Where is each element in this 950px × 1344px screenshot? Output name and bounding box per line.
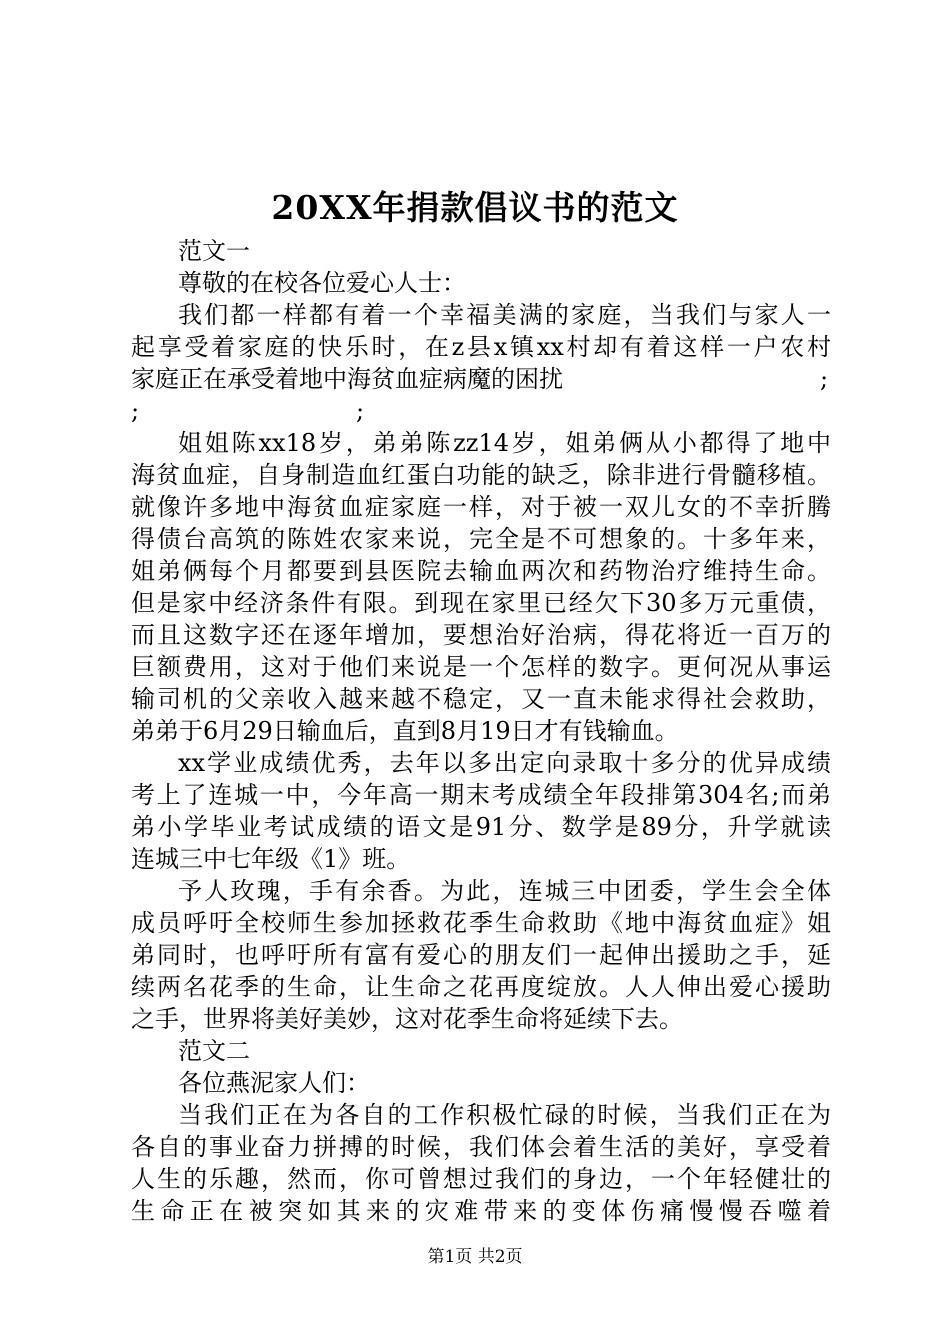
paragraph-line: xx学业成绩优秀，去年以多出定向录取十多分的优异成绩 bbox=[178, 749, 831, 777]
paragraph-line: 起享受着家庭的快乐时，在z县x镇xx村却有着这样一户农村 bbox=[131, 333, 831, 361]
semicolon: ; bbox=[131, 397, 140, 425]
page-footer: 第1页 共2页 bbox=[427, 1247, 523, 1267]
paragraph-line: 生命正在被突如其来的灾难带来的变体伤痛慢慢吞噬着 bbox=[131, 1197, 831, 1225]
semicolon: ; bbox=[820, 365, 829, 393]
paragraph-line: 家庭正在承受着地中海贫血症病魔的困扰 bbox=[131, 365, 563, 393]
paragraph-line: 就像许多地中海贫血症家庭一样，对于被一双儿女的不幸折腾 bbox=[131, 493, 831, 521]
paragraph-line: 当我们正在为各自的工作积极忙碌的时候，当我们正在为 bbox=[178, 1101, 831, 1129]
paragraph-line: 考上了连城一中，今年高一期末考成绩全年段排第304名;而弟 bbox=[131, 781, 831, 809]
semicolon: ; bbox=[356, 397, 365, 425]
section-heading-2: 范文二 bbox=[178, 1037, 250, 1065]
paragraph-line: 我们都一样都有着一个幸福美满的家庭，当我们与家人一 bbox=[178, 301, 831, 329]
paragraph-line: 予人玫瑰，手有余香。为此，连城三中团委，学生会全体 bbox=[178, 877, 831, 905]
paragraph-line: 姐姐陈xx18岁，弟弟陈zz14岁，姐弟俩从小都得了地中 bbox=[178, 429, 831, 457]
salutation-2: 各位燕泥家人们： bbox=[178, 1069, 370, 1097]
paragraph-line: 连城三中七年级《1》班。 bbox=[131, 845, 411, 873]
document-title: 20XX年捐款倡议书的范文 bbox=[271, 188, 679, 227]
paragraph-line: 姐弟俩每个月都要到县医院去输血两次和药物治疗维持生命。 bbox=[131, 557, 831, 585]
section-heading-1: 范文一 bbox=[178, 237, 250, 265]
paragraph-line: 成员呼吁全校师生参加拯救花季生命救助《地中海贫血症》姐 bbox=[131, 909, 831, 937]
paragraph-line: 之手，世界将美好美妙，这对花季生命将延续下去。 bbox=[131, 1005, 683, 1033]
paragraph-line: 海贫血症，自身制造血红蛋白功能的缺乏，除非进行骨髓移植。 bbox=[131, 461, 831, 489]
paragraph-line: 续两名花季的生命，让生命之花再度绽放。人人伸出爱心援助 bbox=[131, 973, 831, 1001]
paragraph-line: 巨额费用，这对于他们来说是一个怎样的数字。更何况从事运 bbox=[131, 653, 831, 681]
paragraph-line: 而且这数字还在逐年增加，要想治好治病，得花将近一百万的 bbox=[131, 621, 831, 649]
salutation-1: 尊敬的在校各位爱心人士： bbox=[178, 269, 466, 297]
paragraph-line: 弟小学毕业考试成绩的语文是91分、数学是89分，升学就读 bbox=[131, 813, 831, 841]
paragraph-line: 输司机的父亲收入越来越不稳定，又一直未能求得社会救助， bbox=[131, 685, 831, 713]
paragraph-line: 弟弟于6月29日输血后，直到8月19日才有钱输血。 bbox=[131, 717, 679, 745]
paragraph-line: 各自的事业奋力拼搏的时候，我们体会着生活的美好，享受着 bbox=[131, 1133, 831, 1161]
paragraph-line: 人生的乐趣，然而，你可曾想过我们的身边，一个年轻健壮的 bbox=[131, 1165, 831, 1193]
paragraph-line: 得债台高筑的陈姓农家来说，完全是不可想象的。十多年来， bbox=[131, 525, 831, 553]
paragraph-line: 弟同时，也呼吁所有富有爱心的朋友们一起伸出援助之手，延 bbox=[131, 941, 831, 969]
paragraph-line: 但是家中经济条件有限。到现在家里已经欠下30多万元重债， bbox=[131, 589, 831, 617]
